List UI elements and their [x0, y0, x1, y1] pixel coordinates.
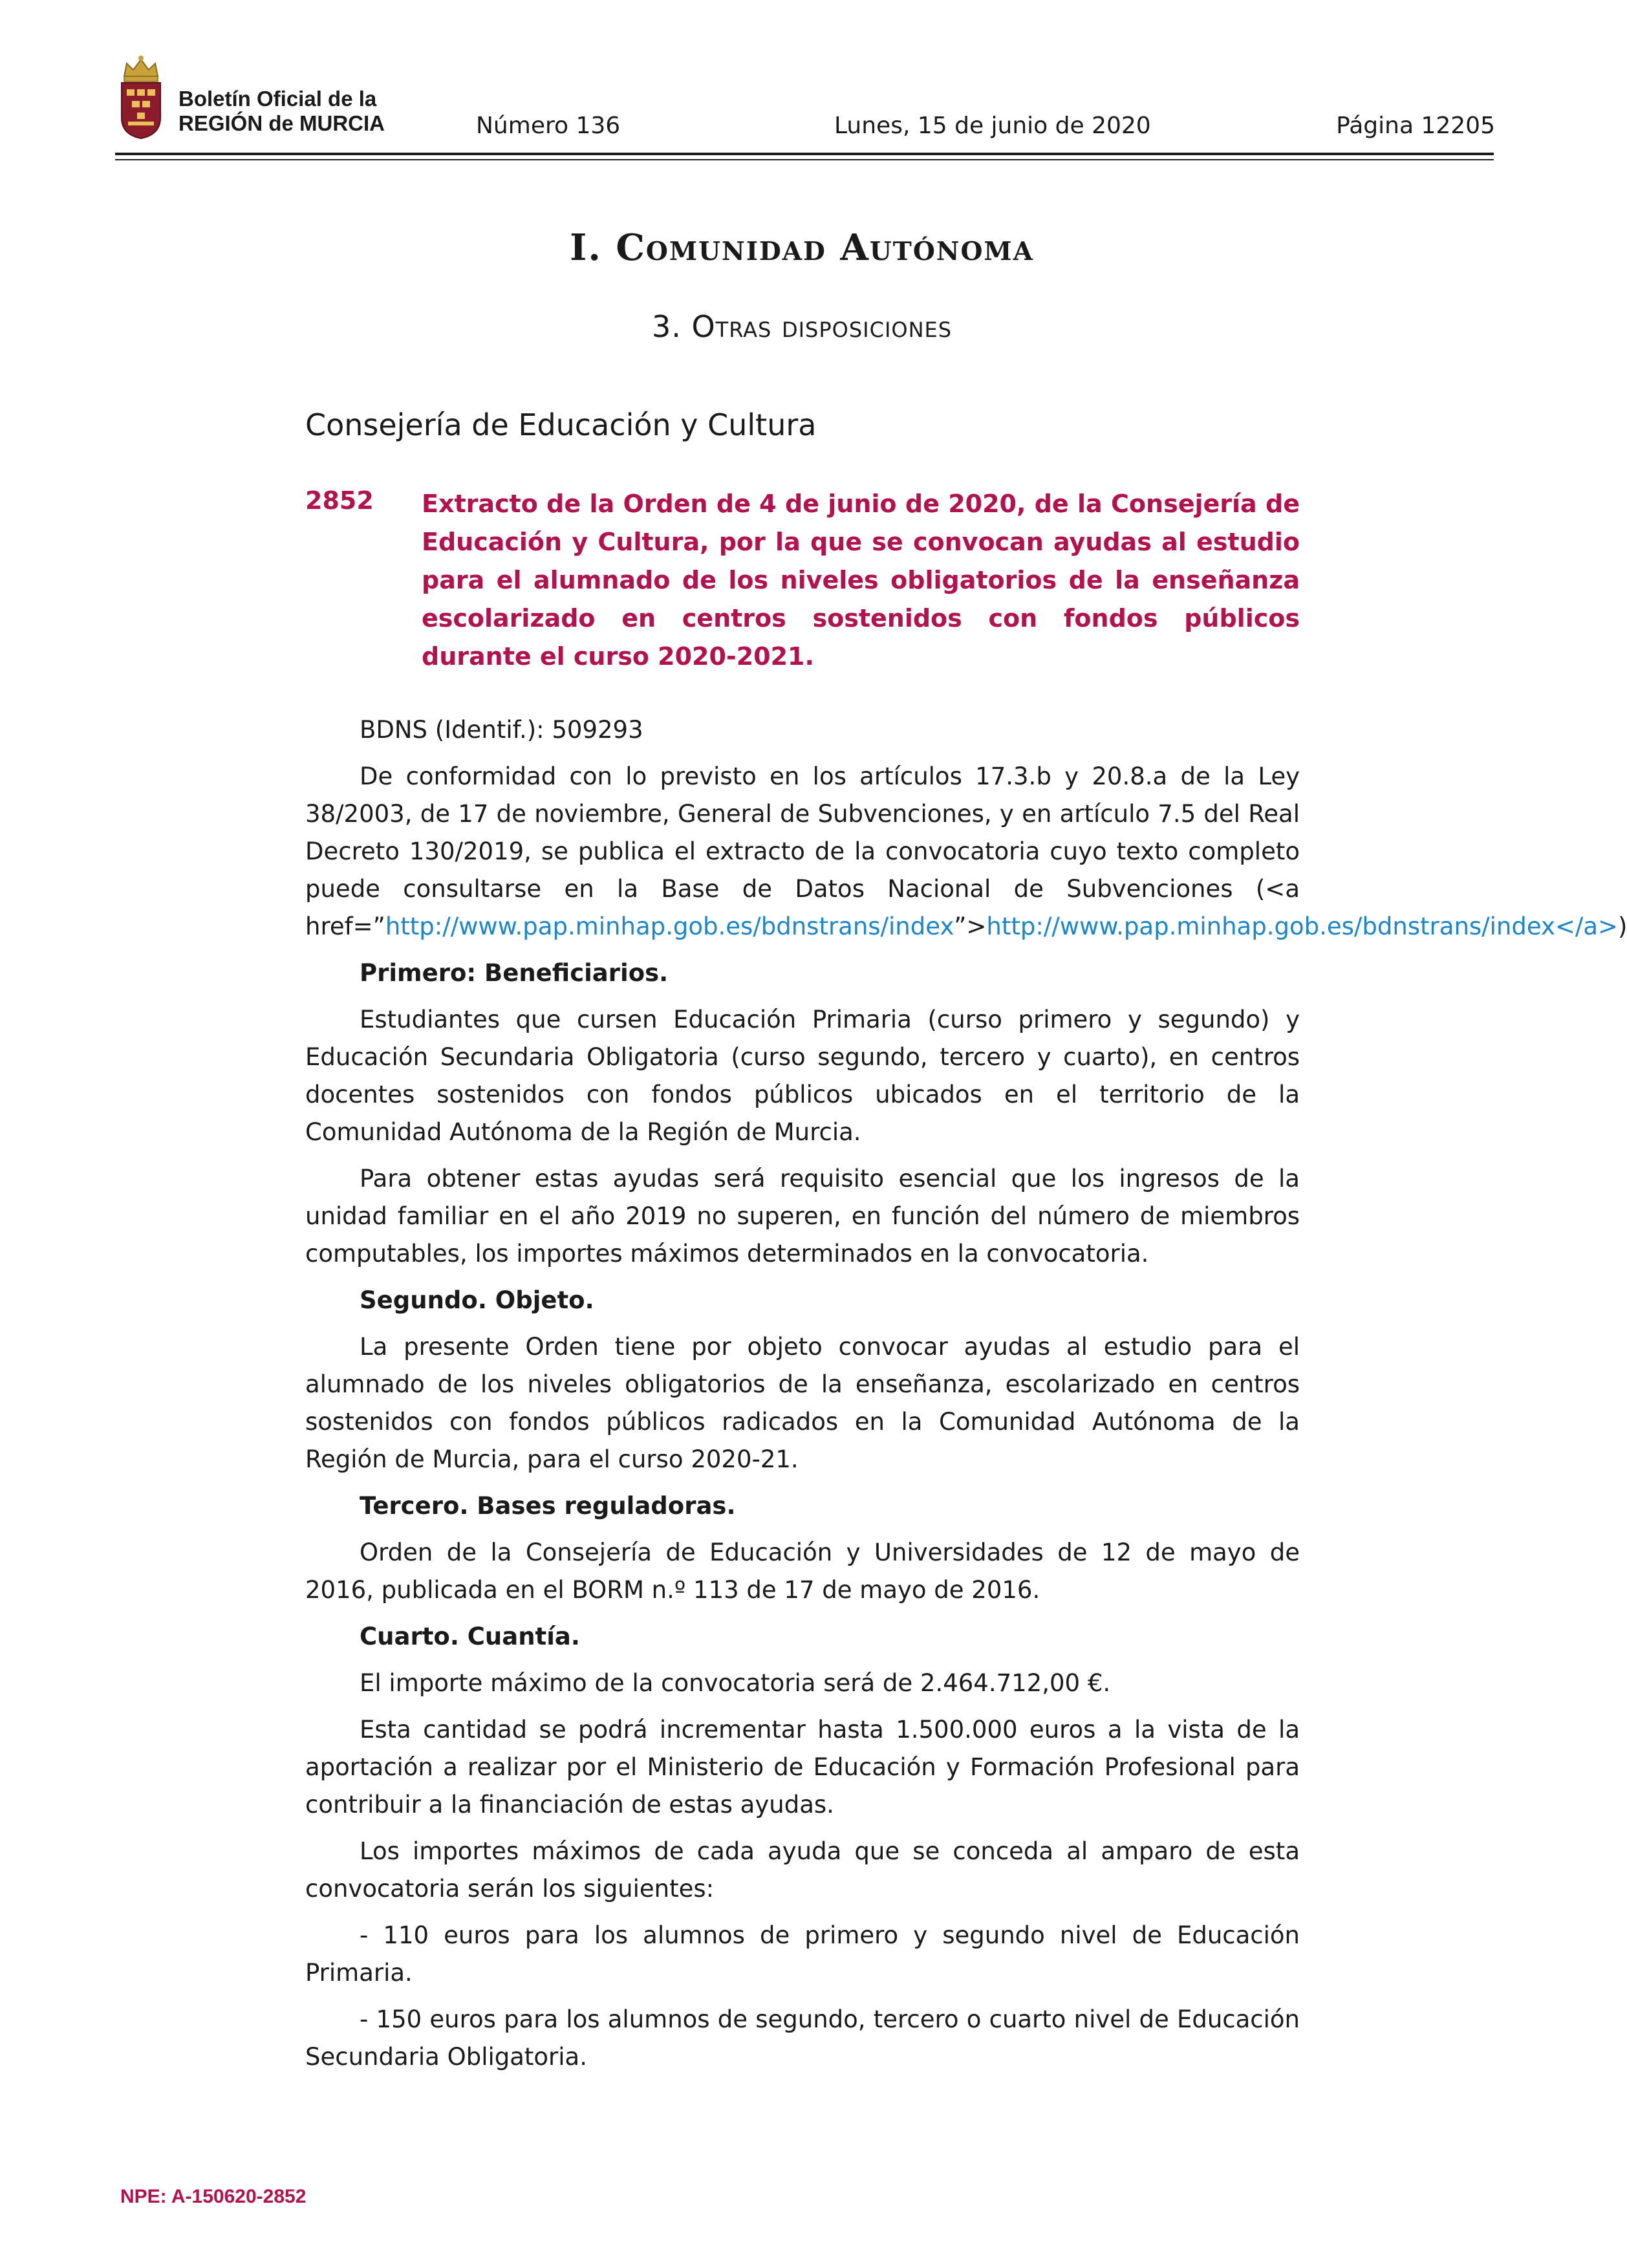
section-title: I. Comunidad Autónoma [570, 226, 1034, 269]
header-rule-thick [115, 153, 1494, 155]
heading-cuarto: Cuarto. Cuantía. [360, 1623, 580, 1650]
paragraph-cuarto-5: - 150 euros para los alumnos de segundo, tercero o cuarto nivel de Educación Secundaria Obligatoria. [305, 2005, 1300, 2071]
paragraph-tercero: Orden de la Consejería de Educación y Universidades de 12 de mayo de 2016, publicada en el BORM n.º 113 de 17 de mayo de 2016. [305, 1539, 1300, 1604]
paragraph-cuarto-2: Esta cantidad se podrá incrementar hasta 1.500.000 euros a la vista de la aportación a realizar por el Ministerio de Educación y Formación Profesional para contribuir a la financiación de estas ayudas. [305, 1716, 1300, 1819]
order-title: Extracto de la Orden de 4 de junio de 2020, de la Consejería de Educación y Cultura, por la que se convocan ayudas al estudio para el alumnado de los niveles obligatorios de la enseñanza escolarizado en centros sostenidos con fondos públicos durante el curso 2020-2021. [422, 490, 1300, 671]
section-subtitle: 3. Otras disposiciones [651, 309, 953, 344]
paragraph-cuarto-4: - 110 euros para los alumnos de primero y segundo nivel de Educación Primaria. [305, 1921, 1300, 1987]
header-rule-thin [115, 159, 1494, 160]
heading-segundo: Segundo. Objeto. [360, 1286, 594, 1314]
intro-mid-text: ”> [954, 913, 987, 940]
publication-name-line1: Boletín Oficial de la [178, 87, 377, 111]
intro-closing: ) [1618, 913, 1627, 940]
publication-name-line2: REGIÓN de MURCIA [178, 111, 385, 135]
paragraph-cuarto-3: Los importes máximos de cada ayuda que se conceda al amparo de esta convocatoria serán los siguientes: [305, 1837, 1300, 1903]
paragraph-segundo: La presente Orden tiene por objeto convocar ayudas al estudio para el alumnado de los niveles obligatorios de la enseñanza, escolarizado en centros sostenidos con fondos públicos radicados en la Comunidad Autónoma de la Región de Murcia, para el curso 2020-21. [305, 1333, 1300, 1473]
publication-name [178, 87, 385, 136]
coat-of-arms-icon [118, 54, 164, 140]
heading-tercero: Tercero. Bases reguladoras. [360, 1492, 736, 1520]
page-number: Página 12205 [1336, 113, 1495, 139]
paragraph-primero-1: Estudiantes que cursen Educación Primaria (curso primero y segundo) y Educación Secundaria Obligatoria (curso segundo, tercero y cuarto), en centros docentes sostenidos con fondos públicos ubicados en el territorio de la Comunidad Autónoma de la Región de Murcia. [305, 1006, 1300, 1146]
department-name: Consejería de Educación y Cultura [305, 407, 817, 442]
intro-paragraph [305, 758, 1627, 945]
issue-date: Lunes, 15 de junio de 2020 [834, 113, 1151, 139]
intro-text: De conformidad con lo previsto en los artículos 17.3.b y 20.8.a de la Ley 38/2003, de 17 de noviembre, General de Subvenciones, y en artículo 7.5 del Real Decreto 130/2019, se publica el extracto de la convocatoria cuyo texto completo puede consultarse en la Base de Datos Nacional de Subvenciones (<a href=” [305, 762, 1300, 940]
heading-primero: Primero: Beneficiarios. [360, 959, 669, 987]
order-number: 2852 [305, 486, 374, 515]
paragraph-primero-2: Para obtener estas ayudas será requisito esencial que los ingresos de la unidad familiar en el año 2019 no superen, en función del número de miembros computables, los importes máximos determinados en la convocatoria. [305, 1165, 1300, 1268]
issue-number: Número 136 [476, 113, 621, 139]
npe-code: NPE: A-150620-2852 [120, 2186, 307, 2207]
bdns-link-1[interactable]: http://www.pap.minhap.gob.es/bdnstrans/index [385, 913, 954, 940]
bdns-link-2[interactable]: http://www.pap.minhap.gob.es/bdnstrans/index</a> [986, 913, 1619, 940]
paragraph-cuarto-1: El importe máximo de la convocatoria será de 2.464.712,00 €. [360, 1669, 1111, 1697]
bdns-identifier: BDNS (Identif.): 509293 [360, 716, 643, 744]
document-body [305, 711, 1627, 2085]
